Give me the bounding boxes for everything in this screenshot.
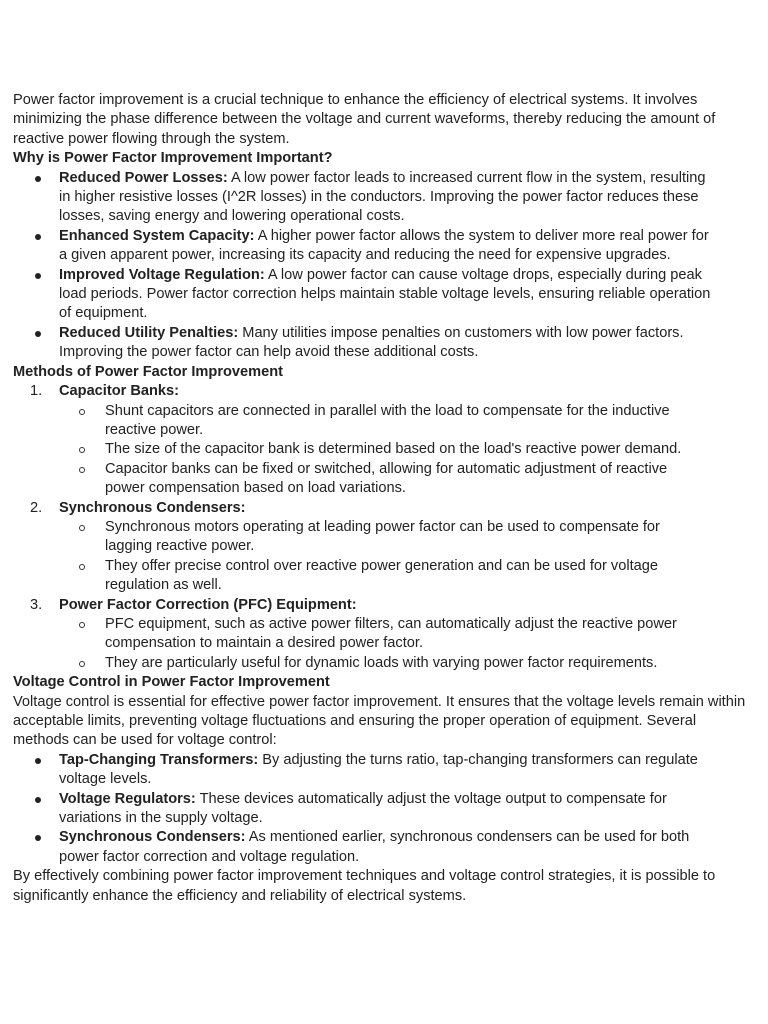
item-text: By adjusting the turns ratio, tap-changing transformers can regulate voltage levels. (59, 751, 698, 788)
sub-item: They are particularly useful for dynamic loads with varying power factor requirements. (13, 654, 690, 673)
sub-item: Synchronous motors operating at leading power factor can be used to compensate for lagging reactive power. (13, 518, 690, 557)
why-heading: Why is Power Factor Improvement Important? (13, 150, 333, 167)
sub-item: Capacitor banks can be fixed or switched, allowing for automatic adjustment of reactive power compensation based on load variations. (13, 460, 690, 499)
list-item (13, 227, 720, 266)
item-text: A low power factor can cause voltage drops, especially during peak load periods. Power factor correction helps maintain stable voltage levels, ensuring reliable operation of equipment. (59, 266, 711, 322)
item-text: A higher power factor allows the system to deliver more real power for a given apparent power, increasing its capacity and reducing the need for expensive upgrades. (59, 227, 709, 264)
why-list (13, 169, 748, 363)
sub-item: They offer precise control over reactive power generation and can be used for voltage regulation as well. (13, 557, 690, 596)
voltage-heading: Voltage Control in Power Factor Improvement (13, 674, 330, 691)
intro-paragraph: Power factor improvement is a crucial technique to enhance the efficiency of electrical systems. It involves minimizing the phase difference between the voltage and current waveforms, thereby reducing the amount of reactive power flowing through the system. (13, 92, 716, 147)
voltage-intro-paragraph: Voltage control is essential for effective power factor improvement. It ensures that the voltage levels remain within acceptable limits, preventing voltage fluctuations and ensuring the proper operation of equipment. Several methods can be used for voltage control: (13, 693, 746, 749)
item-term: Reduced Power Losses: (59, 169, 228, 186)
item-term: Improved Voltage Regulation: (59, 266, 265, 283)
methods-heading: Methods of Power Factor Improvement (13, 363, 284, 380)
item-text: Many utilities impose penalties on customers with low power factors. Improving the power factor can help avoid these additional costs. (59, 324, 684, 361)
list-item (13, 790, 720, 829)
item-number: 1. (30, 383, 43, 400)
method-sublist (59, 615, 748, 673)
method-item (13, 382, 748, 498)
item-text: As mentioned earlier, synchronous condensers can be used for both power factor correction and voltage regulation. (59, 829, 690, 865)
method-sublist (59, 402, 748, 499)
item-term: Tap-Changing Transformers: (59, 751, 259, 768)
method-title: Synchronous Condensers: (59, 499, 246, 516)
method-title: Capacitor Banks: (59, 383, 180, 400)
item-term: Enhanced System Capacity: (59, 227, 255, 244)
item-text: These devices automatically adjust the voltage output to compensate for variations in the supply voltage. (59, 790, 667, 827)
method-title: Power Factor Correction (PFC) Equipment: (59, 596, 357, 613)
method-sublist (59, 518, 748, 596)
list-item (13, 324, 720, 363)
conclusion-paragraph: By effectively combining power factor improvement techniques and voltage control strategies, it is possible to significantly enhance the efficiency and reliability of electrical systems. (13, 868, 716, 904)
sub-item: PFC equipment, such as active power filters, can automatically adjust the reactive power compensation to maintain a desired power factor. (13, 615, 690, 654)
item-text: A low power factor leads to increased current flow in the system, resulting in higher resistive losses (I^2R losses) in the conductors. Improving the power factor reduces these losses, saving energy and lowering operational costs. (59, 169, 706, 225)
item-term: Synchronous Condensers: (59, 829, 246, 846)
item-term: Reduced Utility Penalties: (59, 324, 239, 341)
list-item (13, 169, 720, 227)
sub-item: Shunt capacitors are connected in parallel with the load to compensate for the inductive reactive power. (13, 402, 690, 441)
item-number: 2. (30, 499, 43, 516)
sub-item: The size of the capacitor bank is determined based on the load's reactive power demand. (13, 440, 690, 459)
item-term: Voltage Regulators: (59, 790, 196, 807)
method-item (13, 596, 748, 674)
list-item (13, 828, 720, 867)
list-item (13, 751, 720, 790)
methods-list (13, 382, 748, 673)
list-item (13, 266, 720, 324)
item-number: 3. (30, 596, 43, 613)
method-item (13, 499, 748, 596)
voltage-list (13, 751, 748, 867)
